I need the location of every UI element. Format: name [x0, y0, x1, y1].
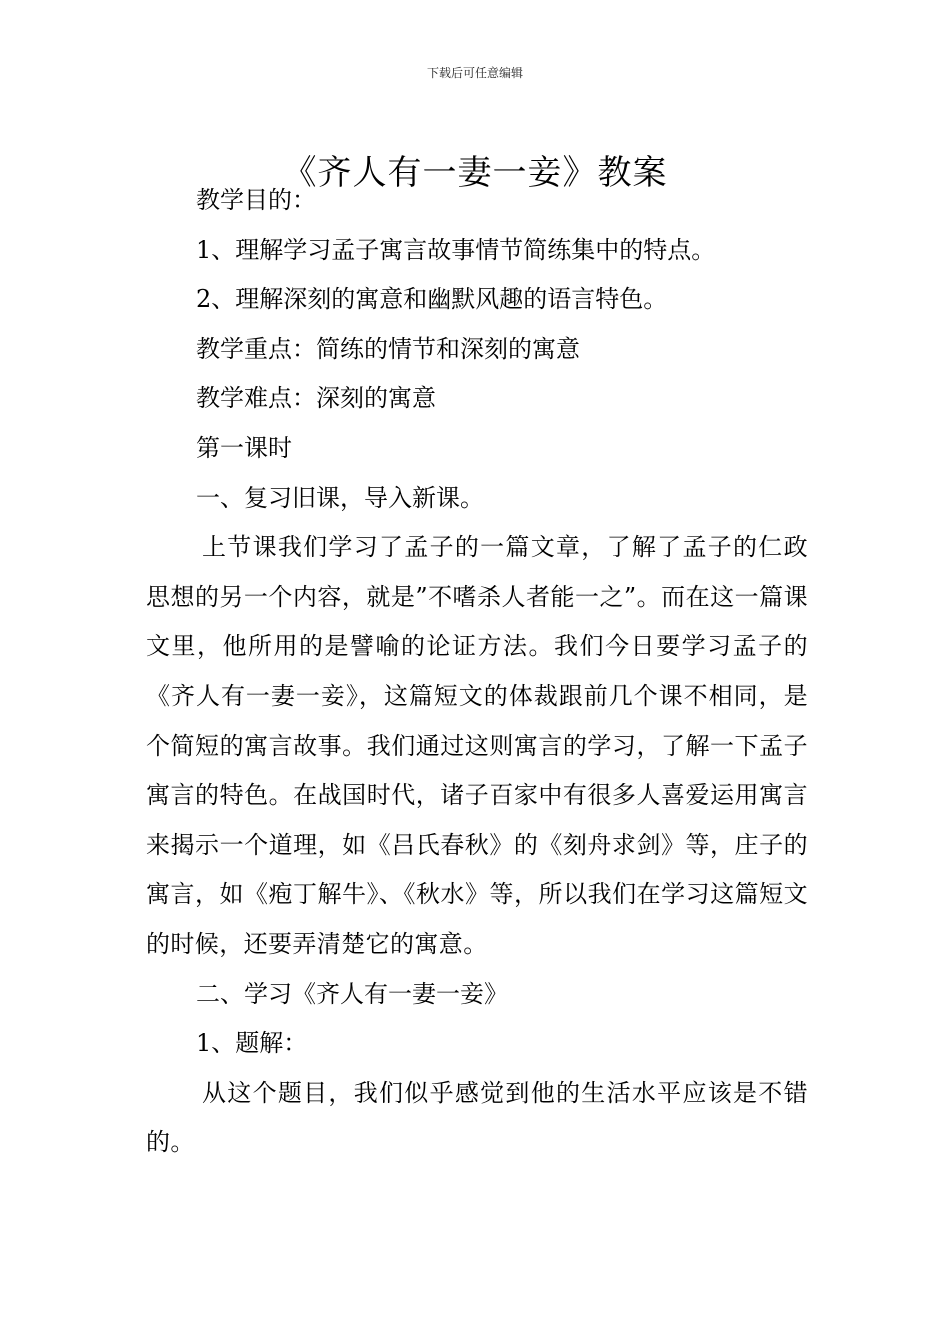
lesson-heading: 第一课时: [196, 433, 292, 462]
paragraph-1: 上节课我们学习了孟子的一篇文章，了解了孟子的仁政思想的另一个内容，就是”不嗜杀人者能一之”。而在这一篇课文里，他所用的是譬喻的论证方法。我们今日要学习孟子的《齐人有一妻一妾》，这篇短文的体裁跟前几个课不相同，是个简短的寓言故事。我们通过这则寓言的学习，了解一下孟子寓言的特色。在战国时代，诸子百家中有很多人喜爱运用寓言来揭示一个道理，如《吕氏春秋》的《刻舟求剑》等，庄子的寓言，如《疱丁解牛》、《秋水》等，所以我们在学习这篇短文的时候，还要弄清楚它的寓意。: [146, 533, 808, 958]
section-1-heading: 一、复习旧课，导入新课。: [196, 483, 484, 512]
objectives-heading: 教学目的：: [196, 186, 316, 214]
document-title: 《齐人有一妻一妾》教案: [282, 152, 668, 193]
section-2-heading: 二、学习《齐人有一妻一妾》: [196, 979, 508, 1008]
key-points: 教学重点：简练的情节和深刻的寓意: [196, 334, 580, 363]
difficult-points: 教学难点：深刻的寓意: [196, 384, 436, 413]
objective-1: 1、理解学习孟子寓言故事情节简练集中的特点。: [196, 235, 716, 264]
item-title-explain: 1、题解：: [196, 1029, 308, 1058]
header-note: 下载后可任意编辑: [426, 66, 523, 80]
paragraph-2: 从这个题目，我们似乎感觉到他的生活水平应该是不错的。: [146, 1078, 808, 1157]
document-body: [146, 176, 808, 1168]
objective-2: 2、理解深刻的寓意和幽默风趣的语言特色。: [196, 285, 668, 314]
